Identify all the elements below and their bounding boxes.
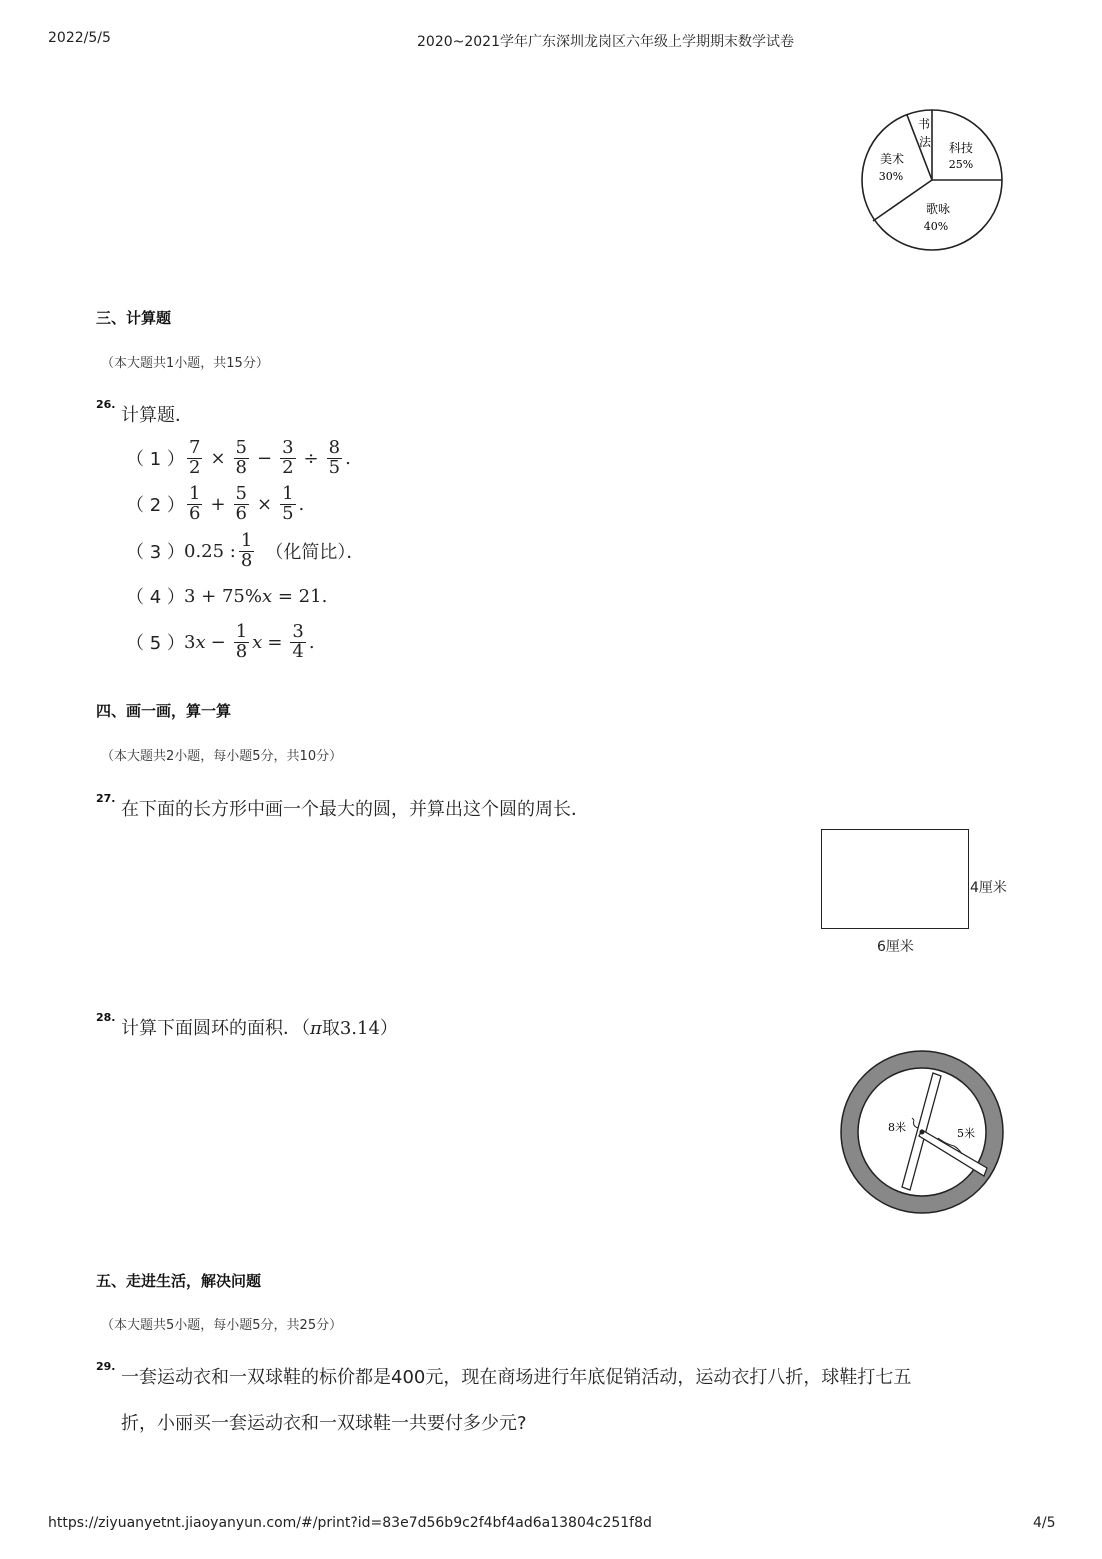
fraction: $\frac{3}{4}$ bbox=[292, 620, 304, 662]
pie-pct-meishu: 30% bbox=[878, 170, 904, 183]
annulus-figure bbox=[838, 1048, 1006, 1216]
item-label: （ 4 ） bbox=[126, 587, 185, 608]
math-expression: $\frac{7}{2}$ × $\frac{5}{8}$ − $\frac{3}{2}$ ÷ $\frac{8}{5}$ . bbox=[189, 436, 351, 478]
question-number-28: 28. bbox=[96, 1011, 116, 1024]
section-title-3: 三、计算题 bbox=[96, 309, 172, 327]
fraction: $\frac{1}{6}$ bbox=[189, 482, 201, 524]
section-note-4: （本大题共2小题，每小题5分，共10分） bbox=[101, 749, 343, 764]
page-number: 4/5 bbox=[1033, 1515, 1056, 1531]
fraction: $\frac{1}{8}$ bbox=[235, 620, 248, 662]
rectangle-height-label: 4厘米 bbox=[970, 880, 1007, 896]
section-note-5: （本大题共5小题，每小题5分，共25分） bbox=[101, 1318, 343, 1333]
pie-label-shu: 书 bbox=[917, 117, 931, 131]
q26-item-4 bbox=[126, 582, 327, 610]
question-text-29-line1: 一套运动衣和一双球鞋的标价都是400元，现在商场进行年底促销活动，运动衣打八折，球鞋打七五 bbox=[121, 1367, 912, 1388]
item-label: （ 3 ） bbox=[126, 542, 185, 563]
pie-label-fa: 法 bbox=[918, 135, 932, 149]
pie-label-keji: 科技 bbox=[948, 141, 974, 155]
question-number-27: 27. bbox=[96, 792, 116, 805]
section-title-4: 四、画一画，算一算 bbox=[96, 702, 232, 720]
pie-chart bbox=[855, 105, 1010, 257]
question-text-27: 在下面的长方形中画一个最大的圆，并算出这个圆的周长． bbox=[121, 799, 589, 820]
q26-item-1 bbox=[126, 433, 351, 483]
item-label: （ 5 ） bbox=[126, 633, 185, 654]
pie-label-geyong: 歌咏 bbox=[925, 202, 951, 216]
math-expression: $\frac{1}{6}$ + $\frac{5}{6}$ × $\frac{1}{5}$ . bbox=[189, 482, 305, 524]
section-note-3: （本大题共1小题，共15分） bbox=[101, 356, 269, 371]
section-title-5: 五、走进生活，解决问题 bbox=[96, 1272, 262, 1290]
inner-radius-label: 5米 bbox=[957, 1127, 975, 1140]
pie-pct-keji: 25% bbox=[948, 158, 974, 171]
fraction: $\frac{5}{8}$ bbox=[235, 436, 247, 478]
rectangle-width-label: 6厘米 bbox=[877, 939, 914, 955]
q26-item-2 bbox=[126, 479, 304, 529]
item-label: （ 1 ） bbox=[126, 449, 185, 470]
fraction: $\frac{8}{5}$ bbox=[328, 436, 341, 478]
q26-item-3: （ 3 ） 0.25 : $\frac{1}{8}$ （化简比）． bbox=[126, 529, 365, 571]
question-number-26: 26. bbox=[96, 398, 116, 411]
fraction: $\frac{7}{2}$ bbox=[189, 436, 201, 478]
fraction: $\frac{3}{2}$ bbox=[282, 436, 294, 478]
center-point bbox=[920, 1130, 925, 1135]
math-expression: 0.25 : $\frac{1}{8}$ bbox=[184, 529, 253, 571]
question-text-29-line2: 折，小丽买一套运动衣和一双球鞋一共要付多少元? bbox=[121, 1413, 527, 1434]
item-label: （ 2 ） bbox=[126, 495, 185, 516]
outer-radius-label: 8米 bbox=[888, 1121, 906, 1134]
math-expression: 3 x − $\frac{1}{8}$ x = $\frac{3}{4}$ . bbox=[184, 620, 315, 662]
fraction: $\frac{5}{6}$ bbox=[235, 482, 247, 524]
page-title: 2020~2021学年广东深圳龙岗区六年级上学期期末数学试卷 bbox=[417, 34, 794, 50]
fraction: $\frac{1}{8}$ bbox=[240, 529, 253, 571]
question-text-28: 计算下面圆环的面积．（π取3.14） bbox=[121, 1018, 398, 1039]
question-number-29: 29. bbox=[96, 1360, 116, 1373]
pie-label-meishu: 美术 bbox=[879, 152, 905, 166]
rectangle-figure bbox=[821, 829, 969, 929]
math-expression: 3 + 75% x = 21 . bbox=[184, 585, 328, 607]
q26-item-5 bbox=[126, 617, 315, 667]
fraction: $\frac{1}{5}$ bbox=[282, 482, 294, 524]
footer-url[interactable]: https://ziyuanyetnt.jiaoyanyun.com/#/print?id=83e7d56b9c2f4bf4ad6a13804c251f8d bbox=[48, 1515, 652, 1531]
pie-pct-geyong: 40% bbox=[923, 220, 949, 233]
question-text-26: 计算题． bbox=[121, 405, 193, 426]
print-date: 2022/5/5 bbox=[48, 30, 111, 46]
